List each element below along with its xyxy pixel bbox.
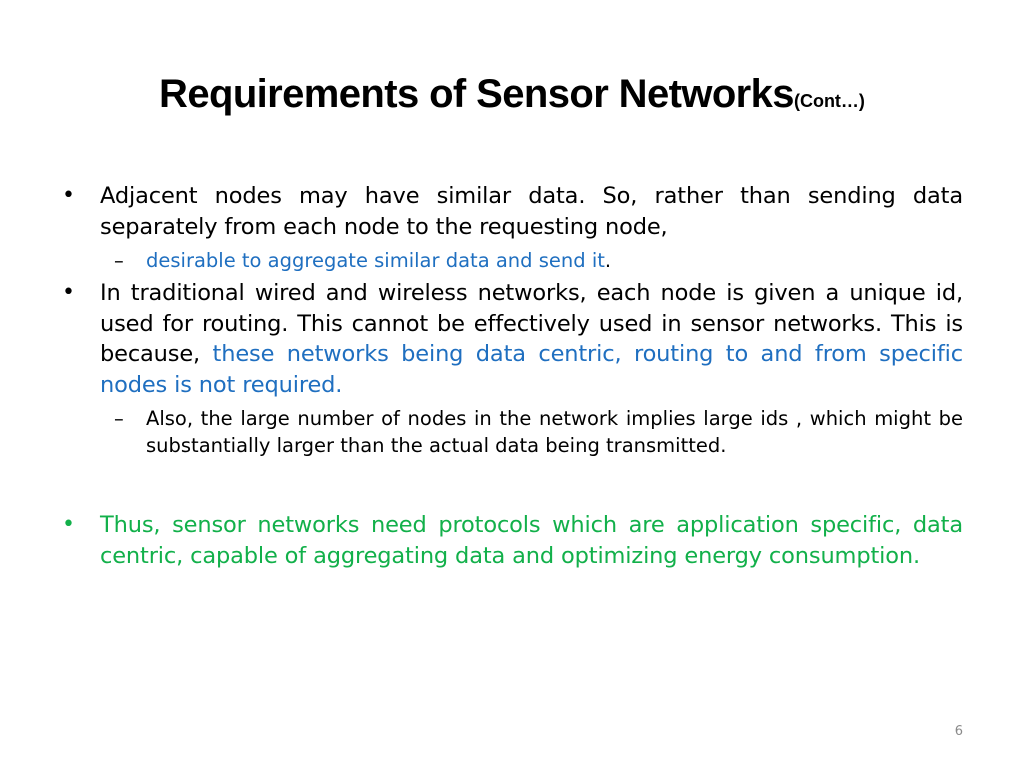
bullet-icon: •: [62, 512, 75, 537]
sub-bullet-item-2: [62, 405, 963, 459]
bullet-text-3: Thus, sensor networks need protocols which are application specific, data centric, capable of aggregating data and optimizing energy consumption.: [100, 512, 963, 569]
slide-title-text: Requirements of Sensor Networks: [159, 72, 794, 116]
bullet-highlight-2: these networks being data centric, routing to and from specific nodes is not required.: [100, 341, 963, 398]
sub-bullet-end-1: .: [604, 249, 612, 272]
bullet-icon: •: [62, 280, 75, 305]
dash-icon: –: [114, 407, 124, 430]
sub-bullet-highlight-1: desirable to aggregate similar data and send it: [146, 249, 605, 272]
bullet-item-1: [62, 181, 963, 242]
slide-title-suffix: (Cont…): [793, 91, 865, 111]
sub-bullet-text-2: Also, the large number of nodes in the network implies large ids , which might be substantially larger than the actual data being transmitted.: [146, 407, 963, 457]
page-number: 6: [954, 724, 963, 739]
bullet-item-2: [62, 278, 963, 400]
slide-title: [0, 66, 1024, 129]
bullet-text-1: Adjacent nodes may have similar data. So, rather than sending data separately from each node to the requesting node,: [100, 183, 963, 240]
bullet-text-2: In traditional wired and wireless networks, each node is given a unique id, used for routing. This cannot be effectively used in sensor networks. This is because,: [100, 280, 963, 367]
sub-bullet-item-1: [62, 247, 963, 274]
bullet-item-3: [62, 510, 963, 571]
slide-body: [62, 181, 963, 571]
dash-icon: –: [114, 249, 124, 272]
bullet-icon: •: [62, 183, 75, 208]
